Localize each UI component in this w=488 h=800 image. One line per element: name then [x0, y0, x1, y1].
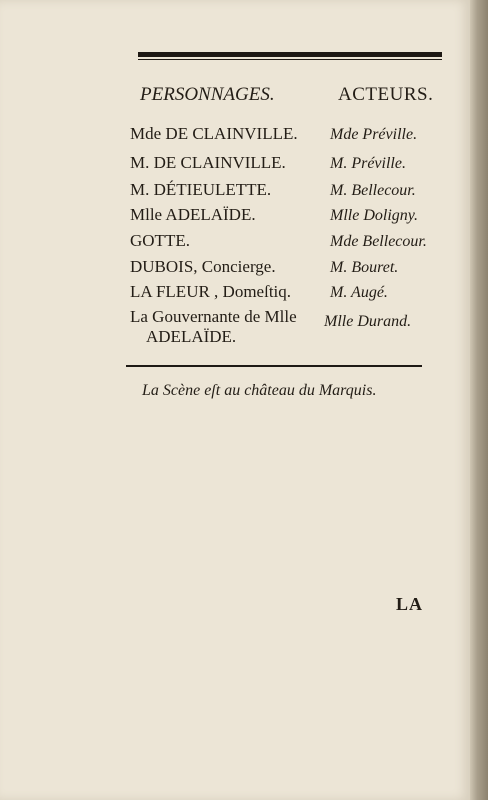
page-edge	[470, 0, 488, 800]
catchword: LA	[396, 594, 424, 614]
top-rule	[138, 52, 442, 57]
cast-role-4: Mlle ADELAÏDE.	[130, 205, 256, 224]
cast-actor-4: Mlle Doligny.	[330, 207, 418, 224]
cast-actor-8: Mlle Durand.	[324, 313, 412, 330]
scene-note: La Scène eſt au château du Marquis.	[142, 382, 377, 399]
cast-actor-2: M. Préville.	[330, 155, 406, 172]
cast-role-7: LA FLEUR , Domeſtiq.	[130, 282, 292, 301]
cast-role-1: Mde DE CLAINVILLE.	[130, 124, 298, 143]
cast-role-8: La Gouvernante de Mlle	[130, 307, 297, 326]
cast-role-3: M. DÉTIEULETTE.	[130, 180, 272, 199]
cast-actor-6: M. Bouret.	[330, 259, 399, 276]
section-rule	[126, 365, 422, 367]
cast-actor-1: Mde Préville.	[330, 126, 418, 143]
characters-heading: PERSONNAGES.	[140, 84, 275, 105]
cast-role-2: M. DE CLAINVILLE.	[130, 153, 286, 172]
actors-heading: ACTEURS.	[338, 84, 434, 105]
cast-actor-7: M. Augé.	[330, 284, 388, 301]
cast-actor-5: Mde Bellecour.	[330, 233, 427, 250]
cast-role-6: DUBOIS, Concierge.	[130, 257, 276, 276]
cast-role-5: GOTTE.	[130, 231, 190, 250]
cast-actor-3: M. Bellecour.	[330, 182, 416, 199]
cast-role-8-continued: ADELAÏDE.	[146, 327, 237, 346]
